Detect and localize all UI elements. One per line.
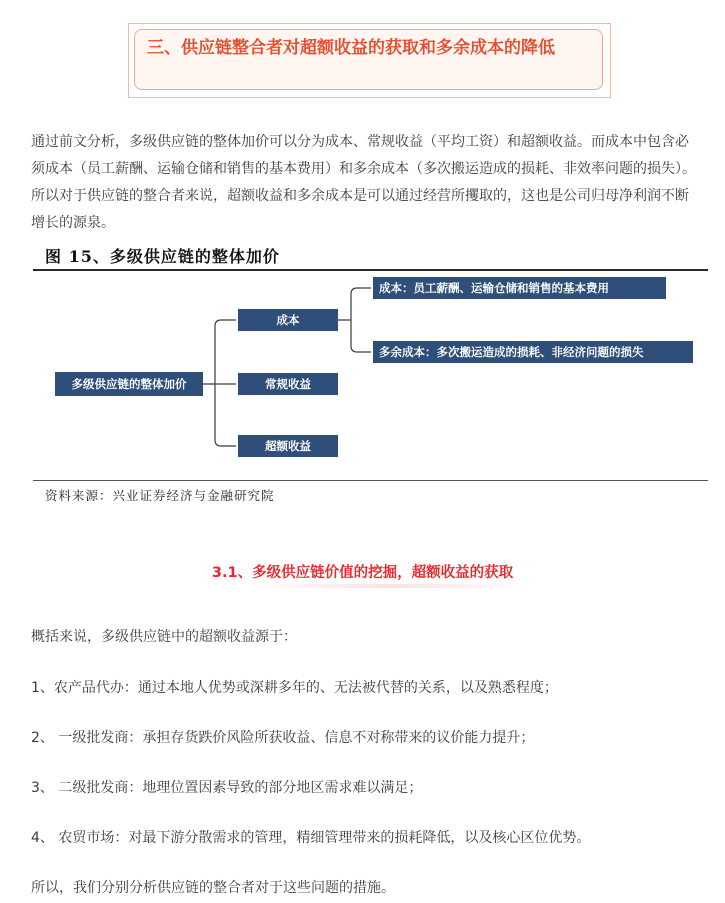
connector-root <box>203 320 236 446</box>
root-node: 多级供应链的整体加价 <box>55 372 203 396</box>
list-item-1: 1、农产品代办：通过本地人优势或深耕多年的、无法被代替的关系，以及熟悉程度； <box>31 680 558 696</box>
extra-cost-node: 多余成本：多次搬运造成的损耗、非经济问题的损失 <box>373 341 693 363</box>
closing-paragraph: 所以，我们分别分析供应链的整合者对于这些问题的措施。 <box>31 880 395 896</box>
cost-node: 成本 <box>238 309 338 331</box>
figure-title: 图 15、多级供应链的整体加价 <box>45 247 280 266</box>
subheading-underline <box>250 584 530 588</box>
list-item-3: 3、 二级批发商：地理位置因素导致的部分地区需求难以满足； <box>31 780 423 796</box>
section-heading: 三、供应链整合者对超额收益的获取和多余成本的降低 <box>134 29 603 90</box>
required-cost-node: 成本：员工薪酬、运输仓储和销售的基本费用 <box>373 277 666 299</box>
subsection-heading: 3.1、多级供应链价值的挖掘，超额收益的获取 <box>211 565 514 581</box>
figure-bottom-rule <box>33 480 708 481</box>
list-intro: 概括来说，多级供应链中的超额收益源于： <box>31 629 297 645</box>
connector-cost <box>338 288 371 352</box>
section-heading-frame <box>128 23 611 98</box>
normal-return-node: 常规收益 <box>238 373 338 395</box>
list-item-4: 4、 农贸市场：对最下游分散需求的管理，精细管理带来的损耗降低，以及核心区位优势。 <box>31 830 591 846</box>
figure-source: 资料来源：兴业证券经济与金融研究院 <box>45 488 275 503</box>
excess-return-node: 超额收益 <box>238 435 338 457</box>
intro-paragraph: 通过前文分析，多级供应链的整体加价可以分为成本、常规收益（平均工资）和超额收益。而成本中包含必须成本（员工薪酬、运输仓储和销售的基本费用）和多余成本（多次搬运造成的损耗、非效率问题的损失）。所以对于供应链的整合者来说，超额收益和多余成本是可以通过经营所攫取的，这也是公司归母净利润不断增长的源泉。 <box>31 134 696 231</box>
list-item-2: 2、 一级批发商：承担存货跌价风险所获收益、信息不对称带来的议价能力提升； <box>31 730 535 746</box>
figure-15 <box>33 236 708 506</box>
